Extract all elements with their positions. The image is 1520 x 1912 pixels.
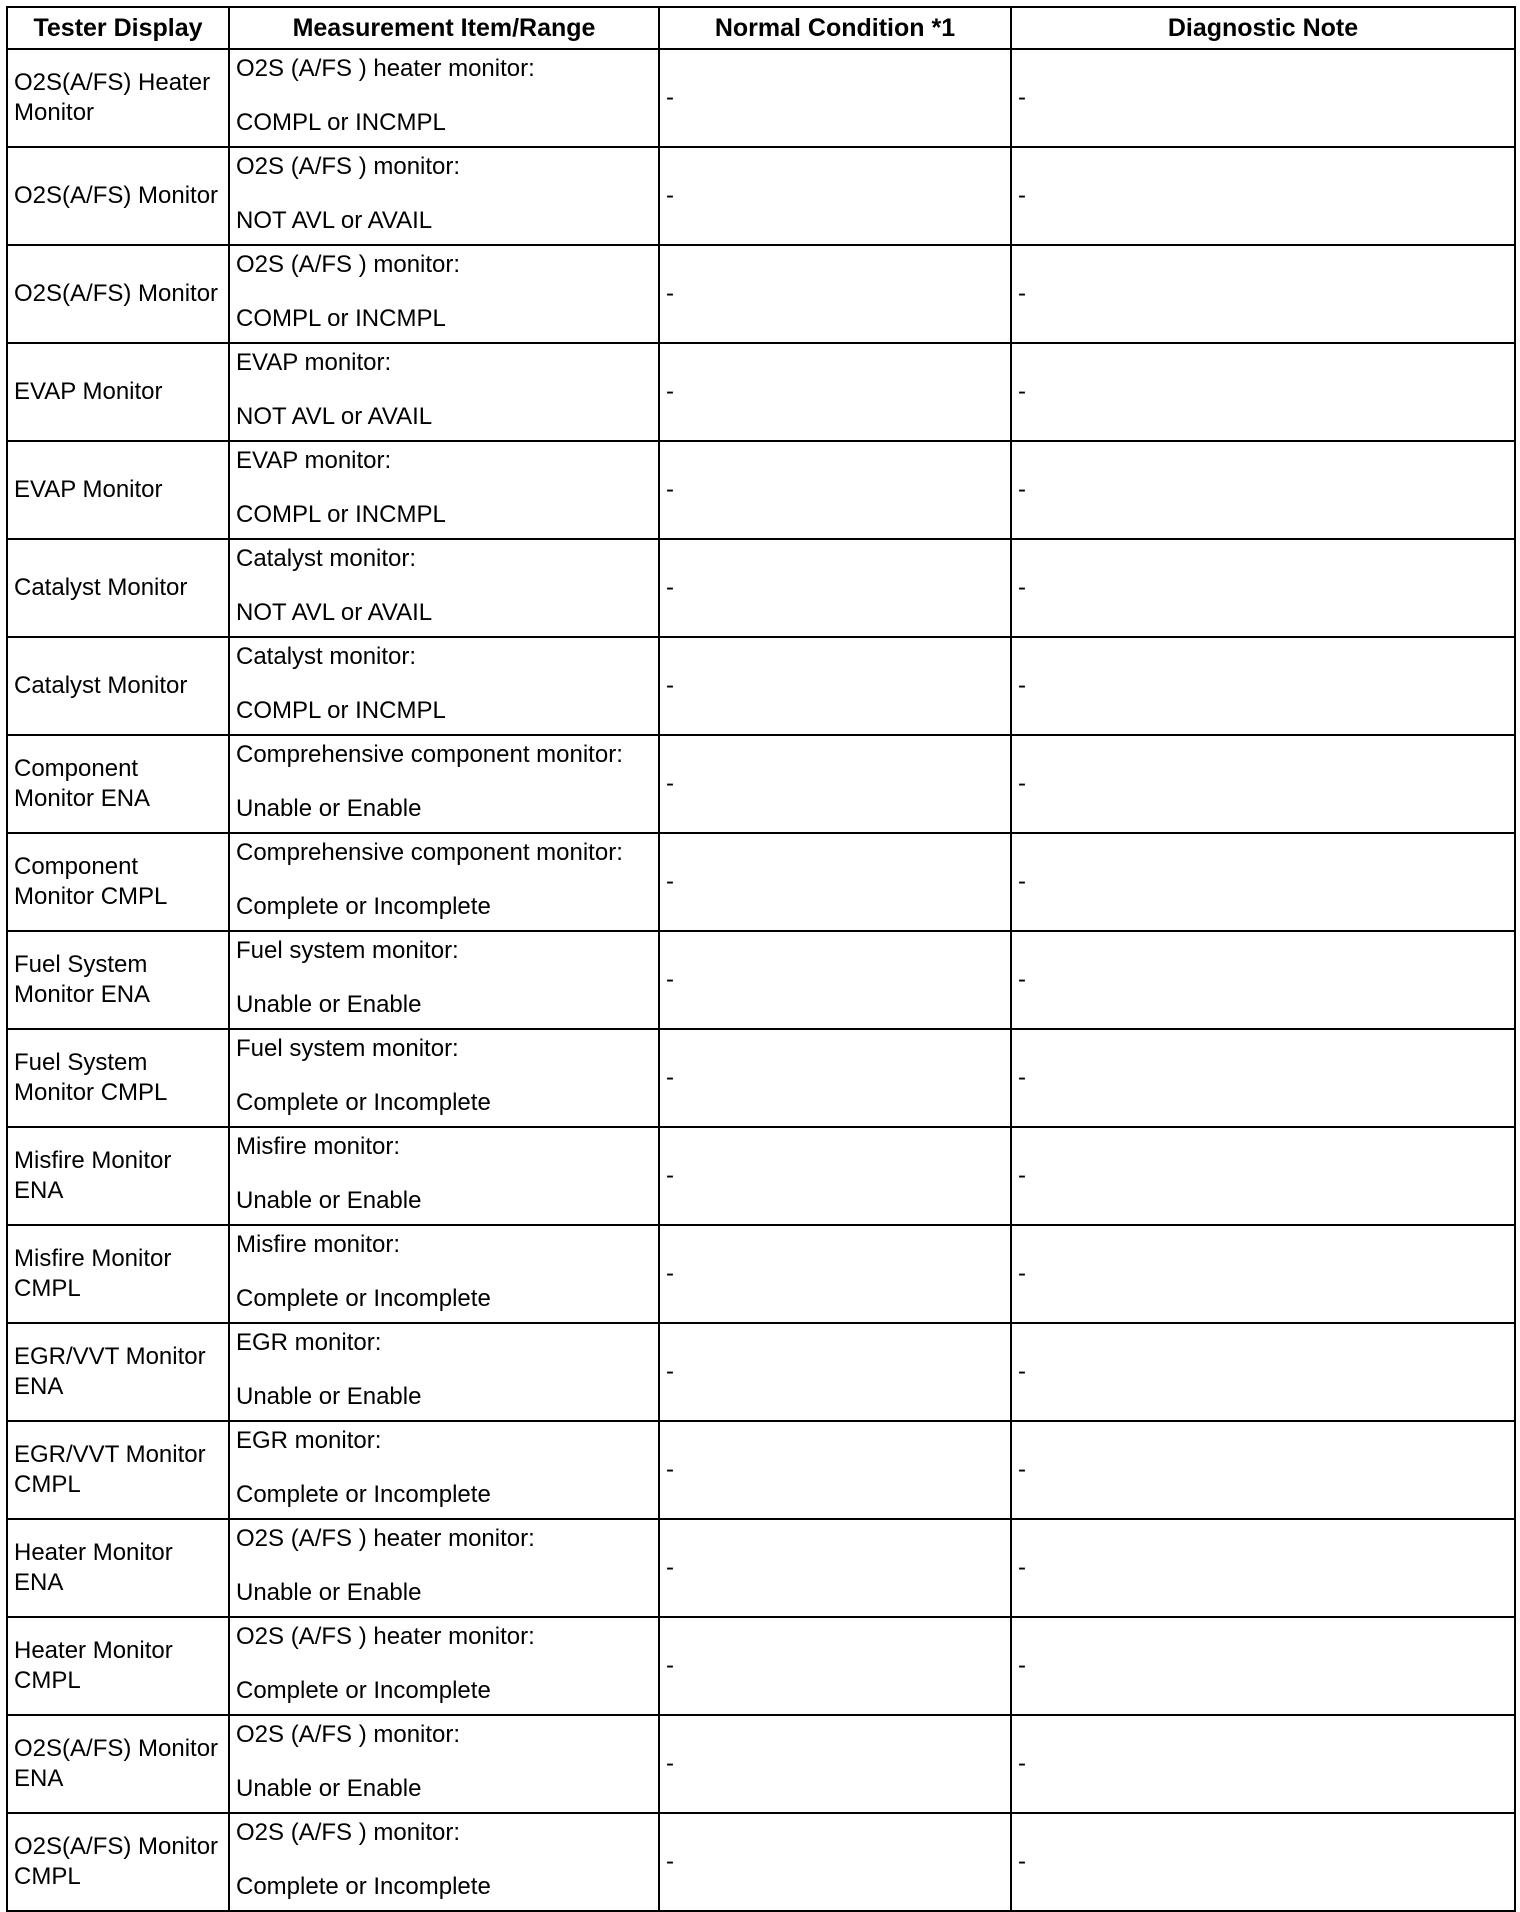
normal-condition-cell: - xyxy=(659,1225,1011,1323)
measurement-item-cell xyxy=(229,441,659,539)
tester-display-text: O2S(A/FS) Monitor ENA xyxy=(14,1735,219,1792)
normal-condition-cell: - xyxy=(659,1421,1011,1519)
measurement-item-range: Complete or Incomplete xyxy=(236,1677,491,1704)
measurement-item-cell xyxy=(229,1715,659,1813)
table-row xyxy=(7,245,1515,343)
table-row xyxy=(7,931,1515,1029)
measurement-item-cell xyxy=(229,245,659,343)
measurement-item-name: O2S (A/FS ) monitor: xyxy=(236,251,461,278)
measurement-item-cell xyxy=(229,637,659,735)
measurement-item-range: Unable or Enable xyxy=(236,1775,422,1802)
measurement-item-cell xyxy=(229,1421,659,1519)
tester-display-cell xyxy=(7,1813,229,1911)
normal-condition-cell: - xyxy=(659,637,1011,735)
measurement-item-range: COMPL or INCMPL xyxy=(236,109,446,136)
measurement-item-range: Complete or Incomplete xyxy=(236,1481,491,1508)
measurement-item-range: NOT AVL or AVAIL xyxy=(236,599,433,626)
header-diagnostic-note: Diagnostic Note xyxy=(1011,7,1515,49)
normal-condition-cell: - xyxy=(659,833,1011,931)
header-normal-condition: Normal Condition *1 xyxy=(659,7,1011,49)
diagnostic-note-cell: - xyxy=(1011,931,1515,1029)
measurement-item-range: COMPL or INCMPL xyxy=(236,305,446,332)
measurement-item-name: EVAP monitor: xyxy=(236,349,392,376)
tester-display-cell xyxy=(7,245,229,343)
measurement-item-cell xyxy=(229,49,659,147)
header-tester-display: Tester Display xyxy=(7,7,229,49)
table-row xyxy=(7,441,1515,539)
measurement-item-cell xyxy=(229,1029,659,1127)
diagnostic-note-cell: - xyxy=(1011,1715,1515,1813)
tester-display-text: Catalyst Monitor xyxy=(14,574,188,601)
diagnostic-note-cell: - xyxy=(1011,539,1515,637)
measurement-item-cell xyxy=(229,1813,659,1911)
normal-condition-cell: - xyxy=(659,1029,1011,1127)
tester-display-cell xyxy=(7,1421,229,1519)
tester-display-text: EVAP Monitor xyxy=(14,378,163,405)
measurement-item-range: Unable or Enable xyxy=(236,991,422,1018)
table-row xyxy=(7,343,1515,441)
measurement-item-range: COMPL or INCMPL xyxy=(236,697,446,724)
tester-display-text: O2S(A/FS) Monitor xyxy=(14,182,219,209)
measurement-item-cell xyxy=(229,1519,659,1617)
measurement-item-name: EGR monitor: xyxy=(236,1329,382,1356)
tester-display-cell xyxy=(7,735,229,833)
tester-display-text: O2S(A/FS) Monitor xyxy=(14,280,219,307)
diagnostic-note-cell: - xyxy=(1011,147,1515,245)
diagnostic-note-cell: - xyxy=(1011,735,1515,833)
diagnostic-note-cell: - xyxy=(1011,1029,1515,1127)
table-row xyxy=(7,637,1515,735)
table-row xyxy=(7,1029,1515,1127)
measurement-item-name: Fuel system monitor: xyxy=(236,937,459,964)
table-row xyxy=(7,833,1515,931)
diagnostic-note-cell: - xyxy=(1011,1323,1515,1421)
measurement-item-name: O2S (A/FS ) heater monitor: xyxy=(236,55,535,82)
measurement-item-range: COMPL or INCMPL xyxy=(236,501,446,528)
header-measurement-item: Measurement Item/Range xyxy=(229,7,659,49)
measurement-item-range: NOT AVL or AVAIL xyxy=(236,403,433,430)
measurement-item-cell xyxy=(229,1225,659,1323)
tester-display-text: Component Monitor CMPL xyxy=(14,853,168,910)
measurement-item-cell xyxy=(229,147,659,245)
table-body xyxy=(7,49,1515,1911)
diagnostic-note-cell: - xyxy=(1011,49,1515,147)
tester-display-text: Fuel System Monitor CMPL xyxy=(14,1049,168,1106)
measurement-item-range: Unable or Enable xyxy=(236,1383,422,1410)
normal-condition-cell: - xyxy=(659,1127,1011,1225)
tester-display-cell xyxy=(7,1617,229,1715)
diagnostic-note-cell: - xyxy=(1011,1617,1515,1715)
normal-condition-cell: - xyxy=(659,931,1011,1029)
tester-display-cell xyxy=(7,1029,229,1127)
tester-display-text: Heater Monitor ENA xyxy=(14,1539,173,1596)
tester-display-cell xyxy=(7,833,229,931)
table-header xyxy=(7,7,1515,49)
normal-condition-cell: - xyxy=(659,147,1011,245)
measurement-item-name: EVAP monitor: xyxy=(236,447,392,474)
normal-condition-cell: - xyxy=(659,1519,1011,1617)
tester-display-cell xyxy=(7,1519,229,1617)
tester-display-text: EGR/VVT Monitor CMPL xyxy=(14,1441,206,1498)
diagnostic-note-cell: - xyxy=(1011,1127,1515,1225)
table-row xyxy=(7,147,1515,245)
tester-display-text: Fuel System Monitor ENA xyxy=(14,951,151,1008)
diagnostic-note-cell: - xyxy=(1011,1421,1515,1519)
diagnostic-note-cell: - xyxy=(1011,245,1515,343)
measurement-item-name: Comprehensive component monitor: xyxy=(236,741,623,768)
measurement-item-name: O2S (A/FS ) heater monitor: xyxy=(236,1623,535,1650)
diagnostic-note-cell: - xyxy=(1011,1225,1515,1323)
table-row xyxy=(7,1813,1515,1911)
table-row xyxy=(7,1617,1515,1715)
measurement-item-cell xyxy=(229,1127,659,1225)
table-row xyxy=(7,735,1515,833)
measurement-item-name: O2S (A/FS ) monitor: xyxy=(236,1819,461,1846)
header-row xyxy=(7,7,1515,49)
diagnostic-note-cell: - xyxy=(1011,1813,1515,1911)
monitor-spec-table xyxy=(6,6,1516,1912)
tester-display-text: O2S(A/FS) Monitor CMPL xyxy=(14,1833,219,1890)
tester-display-text: Misfire Monitor CMPL xyxy=(14,1245,172,1302)
measurement-item-name: O2S (A/FS ) monitor: xyxy=(236,1721,461,1748)
normal-condition-cell: - xyxy=(659,1813,1011,1911)
measurement-item-cell xyxy=(229,931,659,1029)
tester-display-text: O2S(A/FS) Heater Monitor xyxy=(14,69,211,126)
diagnostic-note-cell: - xyxy=(1011,441,1515,539)
tester-display-text: EVAP Monitor xyxy=(14,476,163,503)
measurement-item-name: Catalyst monitor: xyxy=(236,545,417,572)
normal-condition-cell: - xyxy=(659,343,1011,441)
measurement-item-name: O2S (A/FS ) monitor: xyxy=(236,153,461,180)
measurement-item-cell xyxy=(229,1323,659,1421)
table-row xyxy=(7,1715,1515,1813)
tester-display-text: Catalyst Monitor xyxy=(14,672,188,699)
measurement-item-range: Complete or Incomplete xyxy=(236,1873,491,1900)
normal-condition-cell: - xyxy=(659,1323,1011,1421)
measurement-item-name: EGR monitor: xyxy=(236,1427,382,1454)
tester-display-text: Misfire Monitor ENA xyxy=(14,1147,172,1204)
measurement-item-cell xyxy=(229,343,659,441)
measurement-item-range: Complete or Incomplete xyxy=(236,1285,491,1312)
normal-condition-cell: - xyxy=(659,245,1011,343)
normal-condition-cell: - xyxy=(659,1715,1011,1813)
diagnostic-note-cell: - xyxy=(1011,1519,1515,1617)
tester-display-cell xyxy=(7,539,229,637)
measurement-item-name: Misfire monitor: xyxy=(236,1133,401,1160)
tester-display-text: EGR/VVT Monitor ENA xyxy=(14,1343,206,1400)
normal-condition-cell: - xyxy=(659,735,1011,833)
diagnostic-note-cell: - xyxy=(1011,833,1515,931)
measurement-item-range: Complete or Incomplete xyxy=(236,893,491,920)
table-row xyxy=(7,539,1515,637)
normal-condition-cell: - xyxy=(659,49,1011,147)
normal-condition-cell: - xyxy=(659,1617,1011,1715)
measurement-item-name: Fuel system monitor: xyxy=(236,1035,459,1062)
measurement-item-name: O2S (A/FS ) heater monitor: xyxy=(236,1525,535,1552)
normal-condition-cell: - xyxy=(659,539,1011,637)
diagnostic-note-cell: - xyxy=(1011,637,1515,735)
measurement-item-cell xyxy=(229,833,659,931)
diagnostic-note-cell: - xyxy=(1011,343,1515,441)
measurement-item-range: Unable or Enable xyxy=(236,795,422,822)
tester-display-cell xyxy=(7,1715,229,1813)
table-row xyxy=(7,1323,1515,1421)
measurement-item-name: Comprehensive component monitor: xyxy=(236,839,623,866)
tester-display-cell xyxy=(7,49,229,147)
tester-display-cell xyxy=(7,1225,229,1323)
tester-display-cell xyxy=(7,147,229,245)
tester-display-text: Component Monitor ENA xyxy=(14,755,151,812)
measurement-item-cell xyxy=(229,1617,659,1715)
tester-display-cell xyxy=(7,931,229,1029)
tester-display-cell xyxy=(7,1127,229,1225)
normal-condition-cell: - xyxy=(659,441,1011,539)
tester-display-cell xyxy=(7,637,229,735)
measurement-item-range: Unable or Enable xyxy=(236,1187,422,1214)
measurement-item-range: NOT AVL or AVAIL xyxy=(236,207,433,234)
measurement-item-cell xyxy=(229,539,659,637)
table-row xyxy=(7,1421,1515,1519)
measurement-item-cell xyxy=(229,735,659,833)
tester-display-cell xyxy=(7,441,229,539)
table-row xyxy=(7,1225,1515,1323)
table-row xyxy=(7,1127,1515,1225)
measurement-item-name: Misfire monitor: xyxy=(236,1231,401,1258)
tester-display-cell xyxy=(7,343,229,441)
measurement-item-range: Complete or Incomplete xyxy=(236,1089,491,1116)
tester-display-cell xyxy=(7,1323,229,1421)
table-row xyxy=(7,49,1515,147)
tester-display-text: Heater Monitor CMPL xyxy=(14,1637,173,1694)
measurement-item-name: Catalyst monitor: xyxy=(236,643,417,670)
measurement-item-range: Unable or Enable xyxy=(236,1579,422,1606)
table-row xyxy=(7,1519,1515,1617)
